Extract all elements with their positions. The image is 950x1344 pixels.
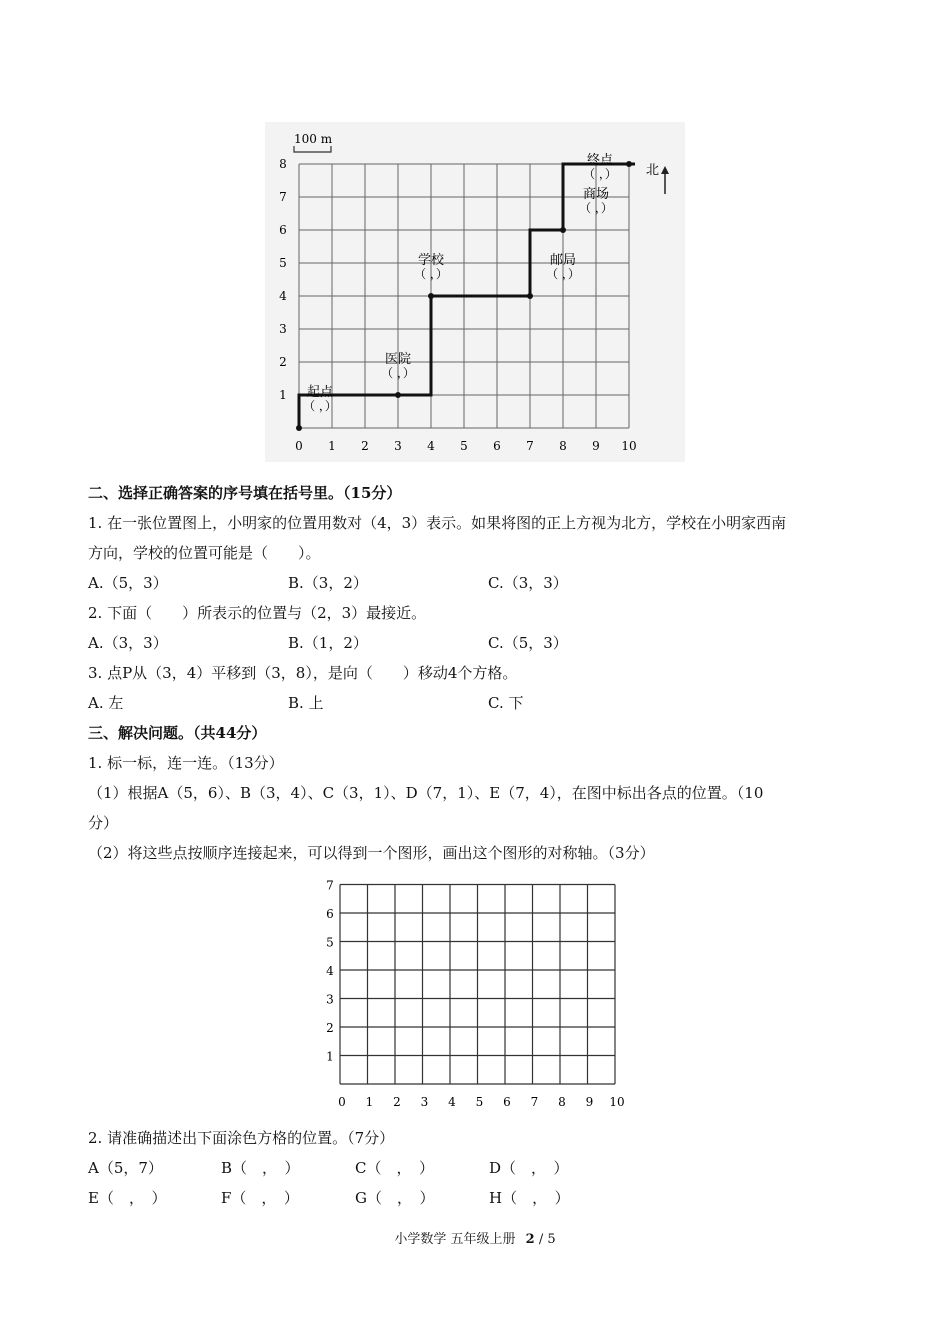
map-x-tick-label: 3	[394, 439, 402, 453]
map-x-tick-label: 4	[427, 439, 435, 453]
place-coord-blank: （ ，）	[414, 267, 448, 281]
q2-option-b: B.（1，2）	[288, 634, 368, 652]
grid2-x-tick-label: 3	[420, 1095, 429, 1109]
cell-e-answer: E（ ， ）	[88, 1189, 167, 1207]
grid2-y-tick-label: 3	[326, 992, 334, 1007]
place-name-label: 终点	[586, 153, 614, 168]
place-coord-blank: （ ，）	[546, 267, 580, 281]
grid2-x-tick-label: 1	[365, 1095, 374, 1109]
section3-title: 三、解决问题。（共44分）	[88, 724, 267, 742]
q1-option-a: A.（5，3）	[88, 574, 168, 592]
route-point-dot	[428, 293, 434, 299]
map-x-tick-label: 9	[592, 439, 600, 453]
footer-subject: 小学数学 五年级上册	[394, 1232, 516, 1247]
map-x-tick-label: 7	[526, 439, 534, 453]
map-x-tick-label: 6	[493, 439, 501, 453]
coordinate-grid-figure	[318, 868, 630, 1116]
scale-label: 100 m	[294, 132, 333, 146]
grid2-x-tick-label: 2	[393, 1095, 401, 1109]
place-coord-blank: （ ，）	[579, 201, 613, 215]
place-coord-blank: （ ，）	[303, 399, 337, 413]
map-y-tick-label: 5	[279, 256, 287, 270]
q3-option-c: C. 下	[488, 694, 524, 712]
place-coord-blank: （ ，）	[381, 366, 415, 380]
q1-line1: 1. 在一张位置图上，小明家的位置用数对（4，3）表示。如果将图的正上方视为北方，学校在小明家西南	[88, 514, 787, 532]
page-footer	[0, 1228, 950, 1247]
north-label-text: 北	[645, 163, 659, 178]
place-name-label: 学校	[417, 253, 445, 268]
q3-option-b: B. 上	[288, 694, 324, 712]
route-point-dot	[527, 293, 533, 299]
s3-q1-part1-line1: （1）根据A（5，6）、B（3，4）、C（3，1）、D（7，1）、E（7，4），在图中标出各点的位置。（10	[88, 784, 764, 802]
map-x-tick-label: 8	[559, 439, 567, 453]
grid2-y-tick-label: 2	[326, 1021, 334, 1035]
place-name-label: 邮局	[549, 253, 577, 268]
map-x-tick-label: 1	[328, 439, 336, 453]
map-y-tick-label: 7	[279, 190, 287, 204]
cell-h-answer: H（ ， ）	[489, 1189, 570, 1207]
q2-option-c: C.（5，3）	[488, 634, 568, 652]
map-y-tick-label: 8	[279, 157, 287, 171]
map-x-tick-label: 5	[460, 439, 468, 453]
section2-title: 二、选择正确答案的序号填在括号里。（15分）	[88, 484, 402, 502]
grid2-x-tick-label: 5	[475, 1095, 484, 1109]
s3-q1-text: 1. 标一标，连一连。（13分）	[88, 754, 284, 772]
route-point-dot	[560, 227, 566, 233]
footer-page-total: / 5	[538, 1232, 556, 1247]
map-y-tick-label: 2	[279, 355, 287, 369]
map-y-tick-label: 3	[279, 322, 287, 336]
cell-c-answer: C（ ， ）	[355, 1159, 434, 1177]
map-y-tick-label: 6	[279, 223, 287, 237]
cell-d-answer: D（ ， ）	[489, 1159, 569, 1177]
q3-option-a: A. 左	[88, 694, 124, 712]
route-point-dot	[296, 425, 302, 431]
map-y-tick-label: 1	[279, 388, 287, 402]
grid2-x-tick-label: 0	[338, 1095, 346, 1109]
q2-text: 2. 下面（ ）所表示的位置与（2，3）最接近。	[88, 604, 427, 622]
cell-b-answer: B（ ， ）	[221, 1159, 300, 1177]
grid2-x-tick-label: 7	[530, 1095, 539, 1109]
q1-option-b: B.（3，2）	[288, 574, 368, 592]
q1-option-c: C.（3，3）	[488, 574, 568, 592]
s3-q2-text: 2. 请准确描述出下面涂色方格的位置。（7分）	[88, 1129, 395, 1147]
map-y-tick-label: 4	[279, 289, 287, 303]
q3-text: 3. 点P从（3，4）平移到（3，8），是向（ ）移动4个方格。	[88, 664, 518, 682]
cell-g-answer: G（ ， ）	[355, 1189, 435, 1207]
grid2-x-tick-label: 6	[503, 1095, 511, 1109]
grid2-y-tick-label: 4	[326, 964, 334, 978]
q2-option-a: A.（3，3）	[88, 634, 168, 652]
cell-a-answer: A（5，7）	[88, 1159, 163, 1177]
grid2-x-tick-label: 8	[558, 1095, 566, 1109]
place-name-label: 医院	[384, 352, 412, 367]
grid2-y-tick-label: 6	[326, 907, 334, 921]
place-coord-blank: （ ，）	[583, 167, 617, 181]
grid2-y-tick-label: 1	[326, 1049, 334, 1064]
grid2-y-tick-label: 7	[326, 878, 334, 893]
map-x-tick-label: 0	[295, 439, 303, 453]
map-figure	[265, 122, 685, 462]
q1-line2: 方向，学校的位置可能是（ ）。	[88, 544, 321, 562]
grid2-y-tick-label: 5	[326, 935, 334, 950]
s3-q1-part1-line2: 分）	[88, 814, 119, 832]
map-x-tick-label: 2	[361, 439, 369, 453]
footer-page-number: 2	[525, 1232, 535, 1247]
grid2-x-tick-label: 9	[585, 1095, 594, 1109]
grid2-x-tick-label: 10	[609, 1095, 625, 1109]
s3-q1-part2: （2）将这些点按顺序连接起来，可以得到一个图形，画出这个图形的对称轴。（3分）	[88, 844, 655, 862]
grid2-x-tick-label: 4	[448, 1095, 456, 1109]
place-name-label: 起点	[306, 385, 334, 400]
place-name-label: 商场	[582, 187, 610, 202]
route-point-dot	[626, 161, 632, 167]
map-x-tick-label: 10	[621, 439, 637, 453]
cell-f-answer: F（ ， ）	[221, 1189, 299, 1207]
route-point-dot	[395, 392, 401, 398]
